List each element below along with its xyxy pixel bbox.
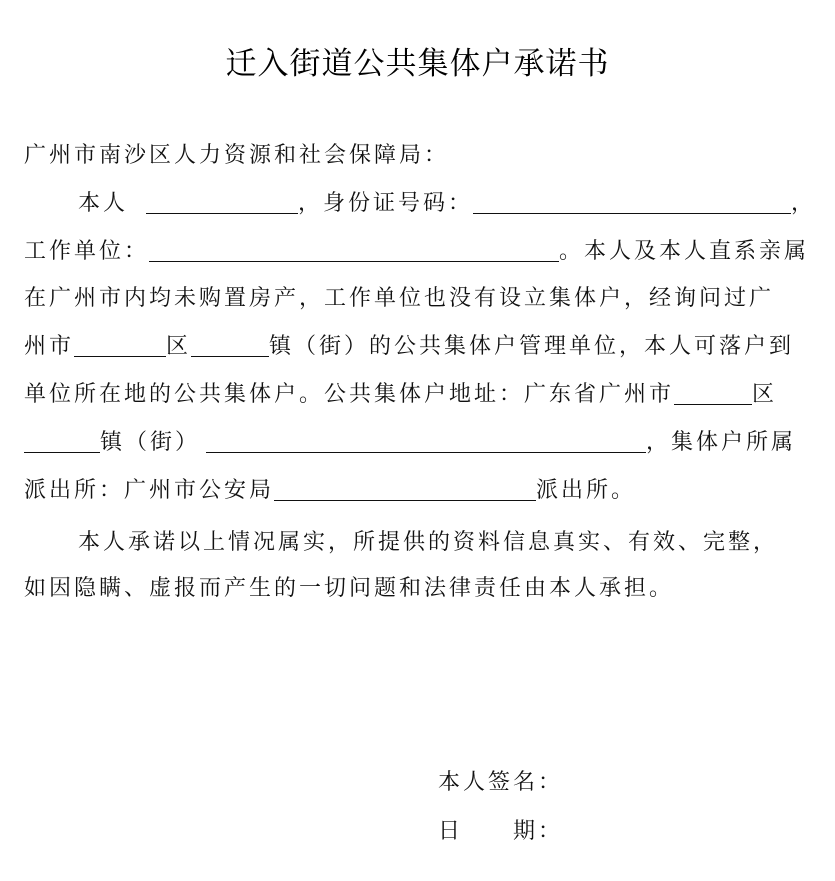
paragraph1-line1 — [78, 189, 816, 219]
police-label: 派出所：广州市公安局 — [24, 478, 275, 503]
page-title: 迁入街道公共集体户承诺书 — [225, 46, 610, 82]
town-blank-1[interactable] — [191, 332, 269, 357]
line6-tail: ，集体户所属 — [646, 430, 797, 455]
paragraph1-line3 — [24, 284, 774, 314]
paragraph2-line1 — [78, 528, 778, 558]
district-label: 区 — [166, 334, 192, 359]
date-line — [438, 817, 563, 847]
pledge-line2: 如因隐瞒、虚报而产生的一切问题和法律责任由本人承担。 — [24, 576, 675, 601]
self-label: 本人 — [78, 191, 129, 216]
district-blank-1[interactable] — [74, 332, 166, 357]
paragraph1-line7 — [24, 476, 636, 506]
work-unit-label: 工作单位： — [24, 239, 150, 264]
signature-line — [438, 768, 563, 798]
line2-tail: 。本人及本人直系亲属 — [559, 239, 810, 264]
line7-tail: 派出所。 — [536, 478, 637, 503]
id-end: ， — [791, 191, 817, 216]
signature-label: 本人签名： — [438, 770, 564, 795]
paragraph1-line5 — [24, 380, 777, 410]
city-label: 州市 — [24, 334, 75, 359]
line3-text: 在广州市内均未购置房产，工作单位也没有设立集体户，经询问过广 — [24, 286, 775, 311]
paragraph1-line2 — [24, 237, 809, 267]
name-blank[interactable] — [146, 189, 298, 214]
paragraph2-line2 — [24, 574, 674, 604]
paragraph1-line4 — [24, 332, 794, 362]
pledge-line1: 本人承诺以上情况属实，所提供的资料信息真实、有效、完整， — [78, 530, 779, 555]
date-label: 日 期： — [438, 819, 564, 844]
line4-tail: 镇（街）的公共集体户管理单位，本人可落户到 — [269, 334, 795, 359]
paragraph1-line6 — [24, 428, 796, 458]
police-station-blank[interactable] — [274, 476, 536, 501]
address-label: 单位所在地的公共集体户。公共集体户地址：广东省广州市 — [24, 382, 675, 407]
town-label: 镇（街） — [100, 430, 201, 455]
district-blank-2[interactable] — [674, 380, 752, 405]
work-unit-blank[interactable] — [149, 237, 559, 262]
id-label: ，身份证号码： — [298, 191, 474, 216]
district-label-2: 区 — [752, 382, 778, 407]
town-blank-2[interactable] — [24, 428, 100, 453]
addressee — [24, 141, 449, 171]
street-address-blank[interactable] — [206, 428, 646, 453]
id-number-blank[interactable] — [473, 189, 791, 214]
addressee-text: 广州市南沙区人力资源和社会保障局： — [24, 143, 450, 168]
